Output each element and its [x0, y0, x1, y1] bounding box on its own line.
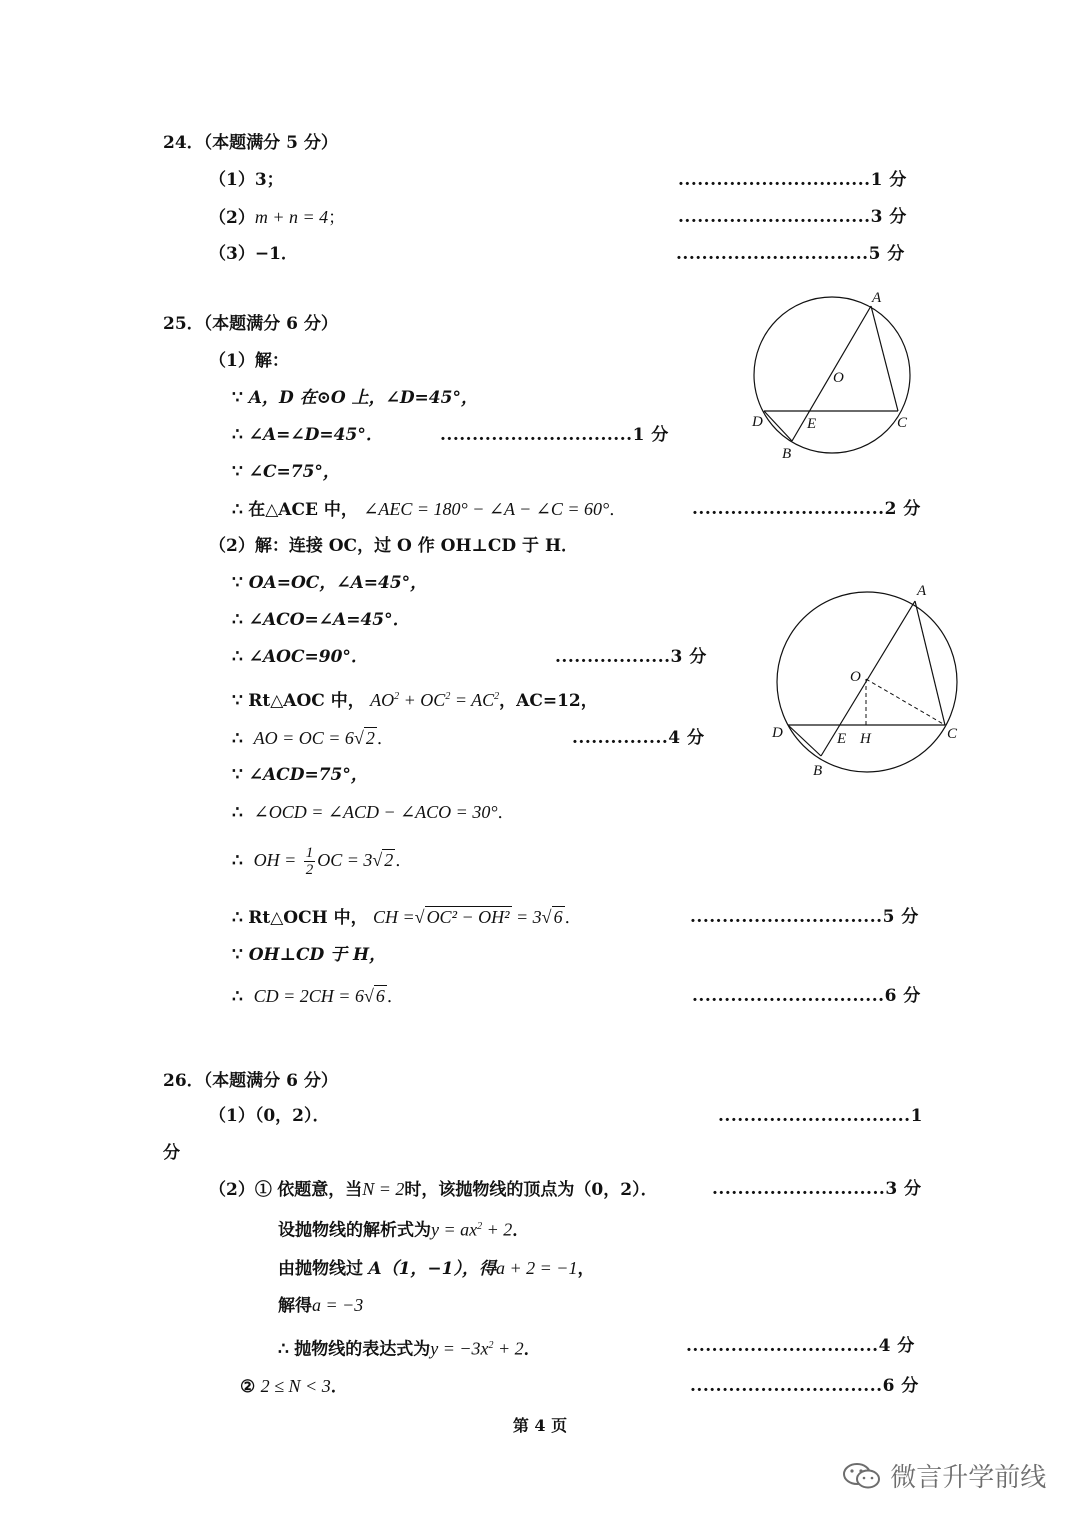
fig1-label-O: O: [833, 370, 844, 386]
q25-p1-line4: ∴ 在△ACE 中， ∠AEC = 180° − ∠A − ∠C = 60°．: [232, 499, 627, 520]
q24-part1: （1）3；: [209, 170, 284, 190]
page-number: 第 4 页: [512, 1416, 568, 1435]
q25-p2-line5-score: ...............4 分: [572, 728, 705, 748]
q25-part1-intro: （1）解：: [209, 351, 289, 371]
q25-p1-line1: ∵ A，D 在⊙O 上，∠D=45°，: [232, 388, 478, 408]
q25-p2-line11: ∴ CD = 2CH = 6√ 6 ．: [232, 986, 404, 1007]
q26-part3-score: ..............................6 分: [690, 1376, 919, 1396]
q26-part2-line4: 解得a = −3: [278, 1295, 364, 1316]
q24-part1-score: ..............................1 分: [678, 170, 907, 190]
fig2-line-DB: [788, 725, 821, 756]
fig2-label-B: B: [813, 763, 823, 779]
q26-part2-line5-score: ..............................4 分: [686, 1336, 915, 1356]
q25-p2-line9-score: ..............................5 分: [690, 907, 919, 927]
q25-p2-line3-score: ..................3 分: [555, 647, 707, 667]
fig1-label-A: A: [872, 290, 882, 306]
q25-p2-line11-score: ..............................6 分: [692, 986, 921, 1006]
fig1-line-AB: [792, 306, 871, 441]
q25-part2-intro: （2）解：连接 OC，过 O 作 OH⊥CD 于 H．: [209, 536, 579, 556]
q25-p1-line2: ∴ ∠A=∠D=45°．: [232, 425, 383, 445]
q26-part1: （1）（0，2）．: [209, 1106, 330, 1126]
fig1-line-AC: [871, 306, 898, 411]
q26-part2-line3: 由抛物线过 A（1，−1），得a + 2 = −1，: [278, 1258, 595, 1279]
q25-p2-line9: ∴ Rt△OCH 中， CH =√ OC² − OH² = 3√ 6 ．: [232, 907, 582, 928]
fig1-label-C: C: [897, 415, 908, 431]
q25-p2-line2: ∴ ∠ACO=∠A=45°．: [232, 610, 410, 630]
fig2-label-O: O: [850, 669, 861, 685]
watermark: 微言升学前线: [842, 1457, 1046, 1494]
q25-p1-line3: ∵ ∠C=75°，: [232, 462, 340, 482]
q25-p2-line7: ∴ ∠OCD = ∠ACD − ∠ACO = 30°．: [232, 802, 515, 823]
q26-part2-line5: ∴ 抛物线的表达式为$y = -3x^2 + 2$．: [278, 1338, 541, 1360]
fig1-label-B: B: [782, 446, 792, 462]
q25-p1-line2-score: ..............................1 分: [440, 425, 669, 445]
q26-part2-line1: （2）① 依题意，当N = 2时，该抛物线的顶点为（0，2）．: [209, 1179, 658, 1200]
q25-p2-line6: ∵ ∠ACD=75°，: [232, 765, 368, 785]
fig2-label-D: D: [772, 725, 783, 741]
q26-part2-line1-score: ...........................3 分: [712, 1179, 922, 1199]
fig2-line-OC: [866, 679, 945, 725]
q25-p2-line4: ∵ Rt△AOC 中， $AO^2 + OC^2 = AC^2$，AC=12，: [232, 690, 598, 711]
q26-part2-line2: 设抛物线的解析式为$y = ax^2 + 2$．: [278, 1219, 530, 1241]
q25-p2-line5: ∴ AO = OC = 6√ 2 ．: [232, 728, 394, 749]
fraction-one-half: $\frac{1}{2}$: [305, 845, 314, 878]
fig2-label-H: H: [860, 731, 871, 747]
q24-part3-score: ..............................5 分: [676, 244, 905, 264]
q24-header: 24．（本题满分 5 分）: [163, 133, 338, 153]
q25-p2-line8: ∴ OH = $\frac{1}{2}$ OC = 3√ 2 ．: [232, 845, 413, 878]
q25-p1-line4-score: ..............................2 分: [692, 499, 921, 519]
fig1-circle: [754, 297, 910, 453]
q25-p2-line3: ∴ ∠AOC=90°．: [232, 647, 368, 667]
circle-figure-2: [765, 578, 975, 783]
q26-part1-score: ..............................1: [718, 1106, 923, 1126]
wechat-icon: [842, 1462, 882, 1490]
circle-figure-1: [740, 285, 930, 465]
fig2-label-A: A: [917, 583, 927, 599]
q25-p2-line10: ∵ OH⊥CD 于 H，: [232, 945, 387, 965]
fig2-label-E: E: [837, 731, 847, 747]
q24-part2: （2）m + n = 4；: [209, 207, 346, 228]
q26-part1-score-wrap: 分: [163, 1143, 180, 1163]
q26-header: 26．（本题满分 6 分）: [163, 1071, 338, 1091]
q24-part2-score: ..............................3 分: [678, 207, 907, 227]
fig2-label-C: C: [947, 726, 958, 742]
fig1-label-D: D: [752, 414, 763, 430]
q26-part3: ② 2 ≤ N < 3．: [240, 1376, 348, 1397]
q24-part3: （3）−1．: [209, 244, 298, 264]
fig1-label-E: E: [807, 416, 817, 432]
fig2-line-AC: [915, 601, 945, 725]
q25-p2-line1: ∵ OA=OC，∠A=45°，: [232, 573, 428, 593]
q25-header: 25．（本题满分 6 分）: [163, 314, 338, 334]
fig1-line-DB: [764, 411, 792, 441]
